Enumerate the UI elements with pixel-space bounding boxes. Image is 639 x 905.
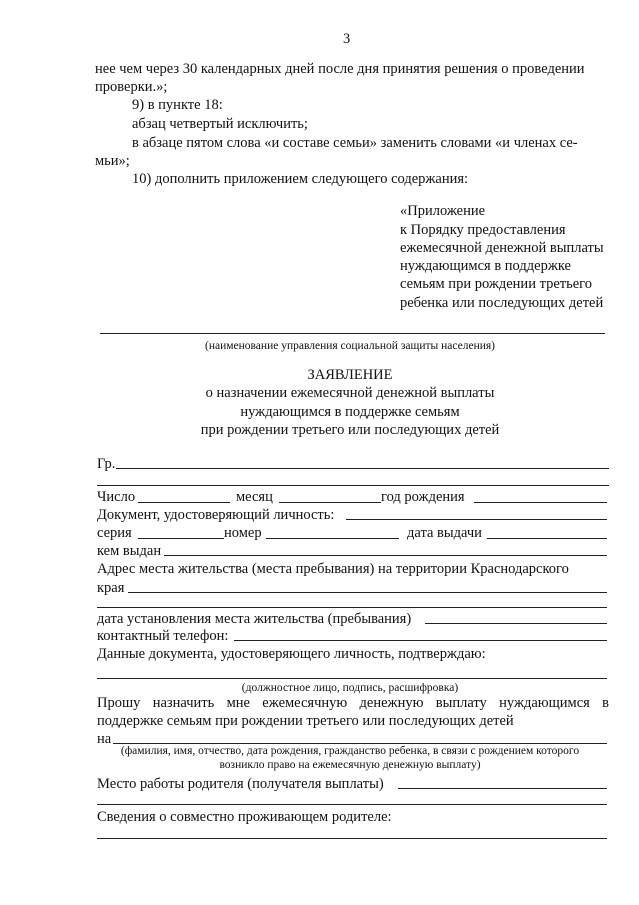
amendment-item-9: 9) в пункте 18: <box>132 97 223 113</box>
workplace-field[interactable] <box>398 788 607 789</box>
month-field[interactable] <box>279 502 381 503</box>
request-text-cont: поддержке семьям при рождении третьего или последующих детей <box>97 713 514 729</box>
text-line: проверки.»; <box>95 79 168 95</box>
issued-by-label: кем выдан <box>97 543 162 559</box>
id-document-field[interactable] <box>346 519 607 520</box>
birth-year-field[interactable] <box>474 502 607 503</box>
appendix-line: к Порядку предоставления <box>400 222 566 238</box>
form-title: ЗАЯВЛЕНИЕ <box>307 367 393 383</box>
appendix-line: «Приложение <box>400 203 486 219</box>
workplace-label: Место работы родителя (получателя выплаты) <box>97 776 384 792</box>
issue-date-field[interactable] <box>487 538 607 539</box>
request-text: Прошу назначить мне ежемесячную денежную выплату нуждающимся в <box>97 695 609 711</box>
id-document-label: Документ, удостоверяющий личность: <box>97 507 335 523</box>
series-label: серия <box>97 525 132 541</box>
form-subtitle: о назначении ежемесячной денежной выплаты <box>205 385 495 401</box>
citizen-label: Гр. <box>97 456 116 472</box>
confirm-label: Данные документа, удостоверяющего личность, подтверждаю: <box>97 646 486 662</box>
workplace-field-2[interactable] <box>97 804 607 805</box>
cohabiting-parent-field[interactable] <box>97 838 607 839</box>
official-signature-field[interactable] <box>97 678 607 679</box>
form-subtitle: нуждающимся в поддержке семьям <box>240 404 460 420</box>
page-number: 3 <box>343 31 351 47</box>
residence-date-field[interactable] <box>425 623 607 624</box>
citizen-name-field-2[interactable] <box>97 485 609 486</box>
issued-by-field[interactable] <box>164 555 607 556</box>
child-caption: (фамилия, имя, отчество, дата рождения, гражданство ребенка, в связи с рождением которого <box>120 745 580 757</box>
birth-year-label: год рождения <box>381 489 465 505</box>
number-label: номер <box>224 525 262 541</box>
on-label: на <box>97 731 112 747</box>
citizen-name-field[interactable] <box>116 468 609 469</box>
address-field[interactable] <box>128 592 607 593</box>
issue-date-label: дата выдачи <box>407 525 482 541</box>
address-label: Адрес места жительства (места пребывания) на территории Краснодарского <box>97 561 569 577</box>
day-label: Число <box>97 489 136 505</box>
amendment-item-10: 10) дополнить приложением следующего содержания: <box>132 171 469 187</box>
phone-field[interactable] <box>234 640 607 641</box>
agency-caption: (наименование управления социальной защиты населения) <box>205 340 495 352</box>
text-line: нее чем через 30 календарных дней после дня принятия решения о проведении <box>95 61 585 77</box>
day-field[interactable] <box>138 502 230 503</box>
appendix-line: ежемесячной денежной выплаты <box>400 240 604 256</box>
amendment-item-9b: в абзаце пятом слова «и составе семьи» заменить словами «и членах се- <box>132 135 578 151</box>
phone-label: контактный телефон: <box>97 628 229 644</box>
amendment-item-9a: абзац четвертый исключить; <box>132 116 308 132</box>
appendix-line: нуждающимся в поддержке <box>400 258 571 274</box>
official-caption: (должностное лицо, подпись, расшифровка) <box>241 682 459 694</box>
amendment-item-9b-cont: мьи»; <box>95 153 130 169</box>
series-field[interactable] <box>138 538 224 539</box>
address-field-2[interactable] <box>97 607 607 608</box>
appendix-line: ребенка или последующих детей <box>400 295 604 311</box>
number-field[interactable] <box>266 538 399 539</box>
residence-date-label: дата установления места жительства (пребывания) <box>97 611 412 627</box>
appendix-line: семьям при рождении третьего <box>400 276 592 292</box>
form-subtitle: при рождении третьего или последующих детей <box>200 422 500 438</box>
address-label-cont: края <box>97 580 125 596</box>
month-label: месяц <box>236 489 273 505</box>
agency-name-line[interactable] <box>100 333 605 334</box>
cohabiting-parent-label: Сведения о совместно проживающем родителе: <box>97 809 392 825</box>
child-caption-cont: возникло право на ежемесячную денежную выплату) <box>219 759 481 771</box>
